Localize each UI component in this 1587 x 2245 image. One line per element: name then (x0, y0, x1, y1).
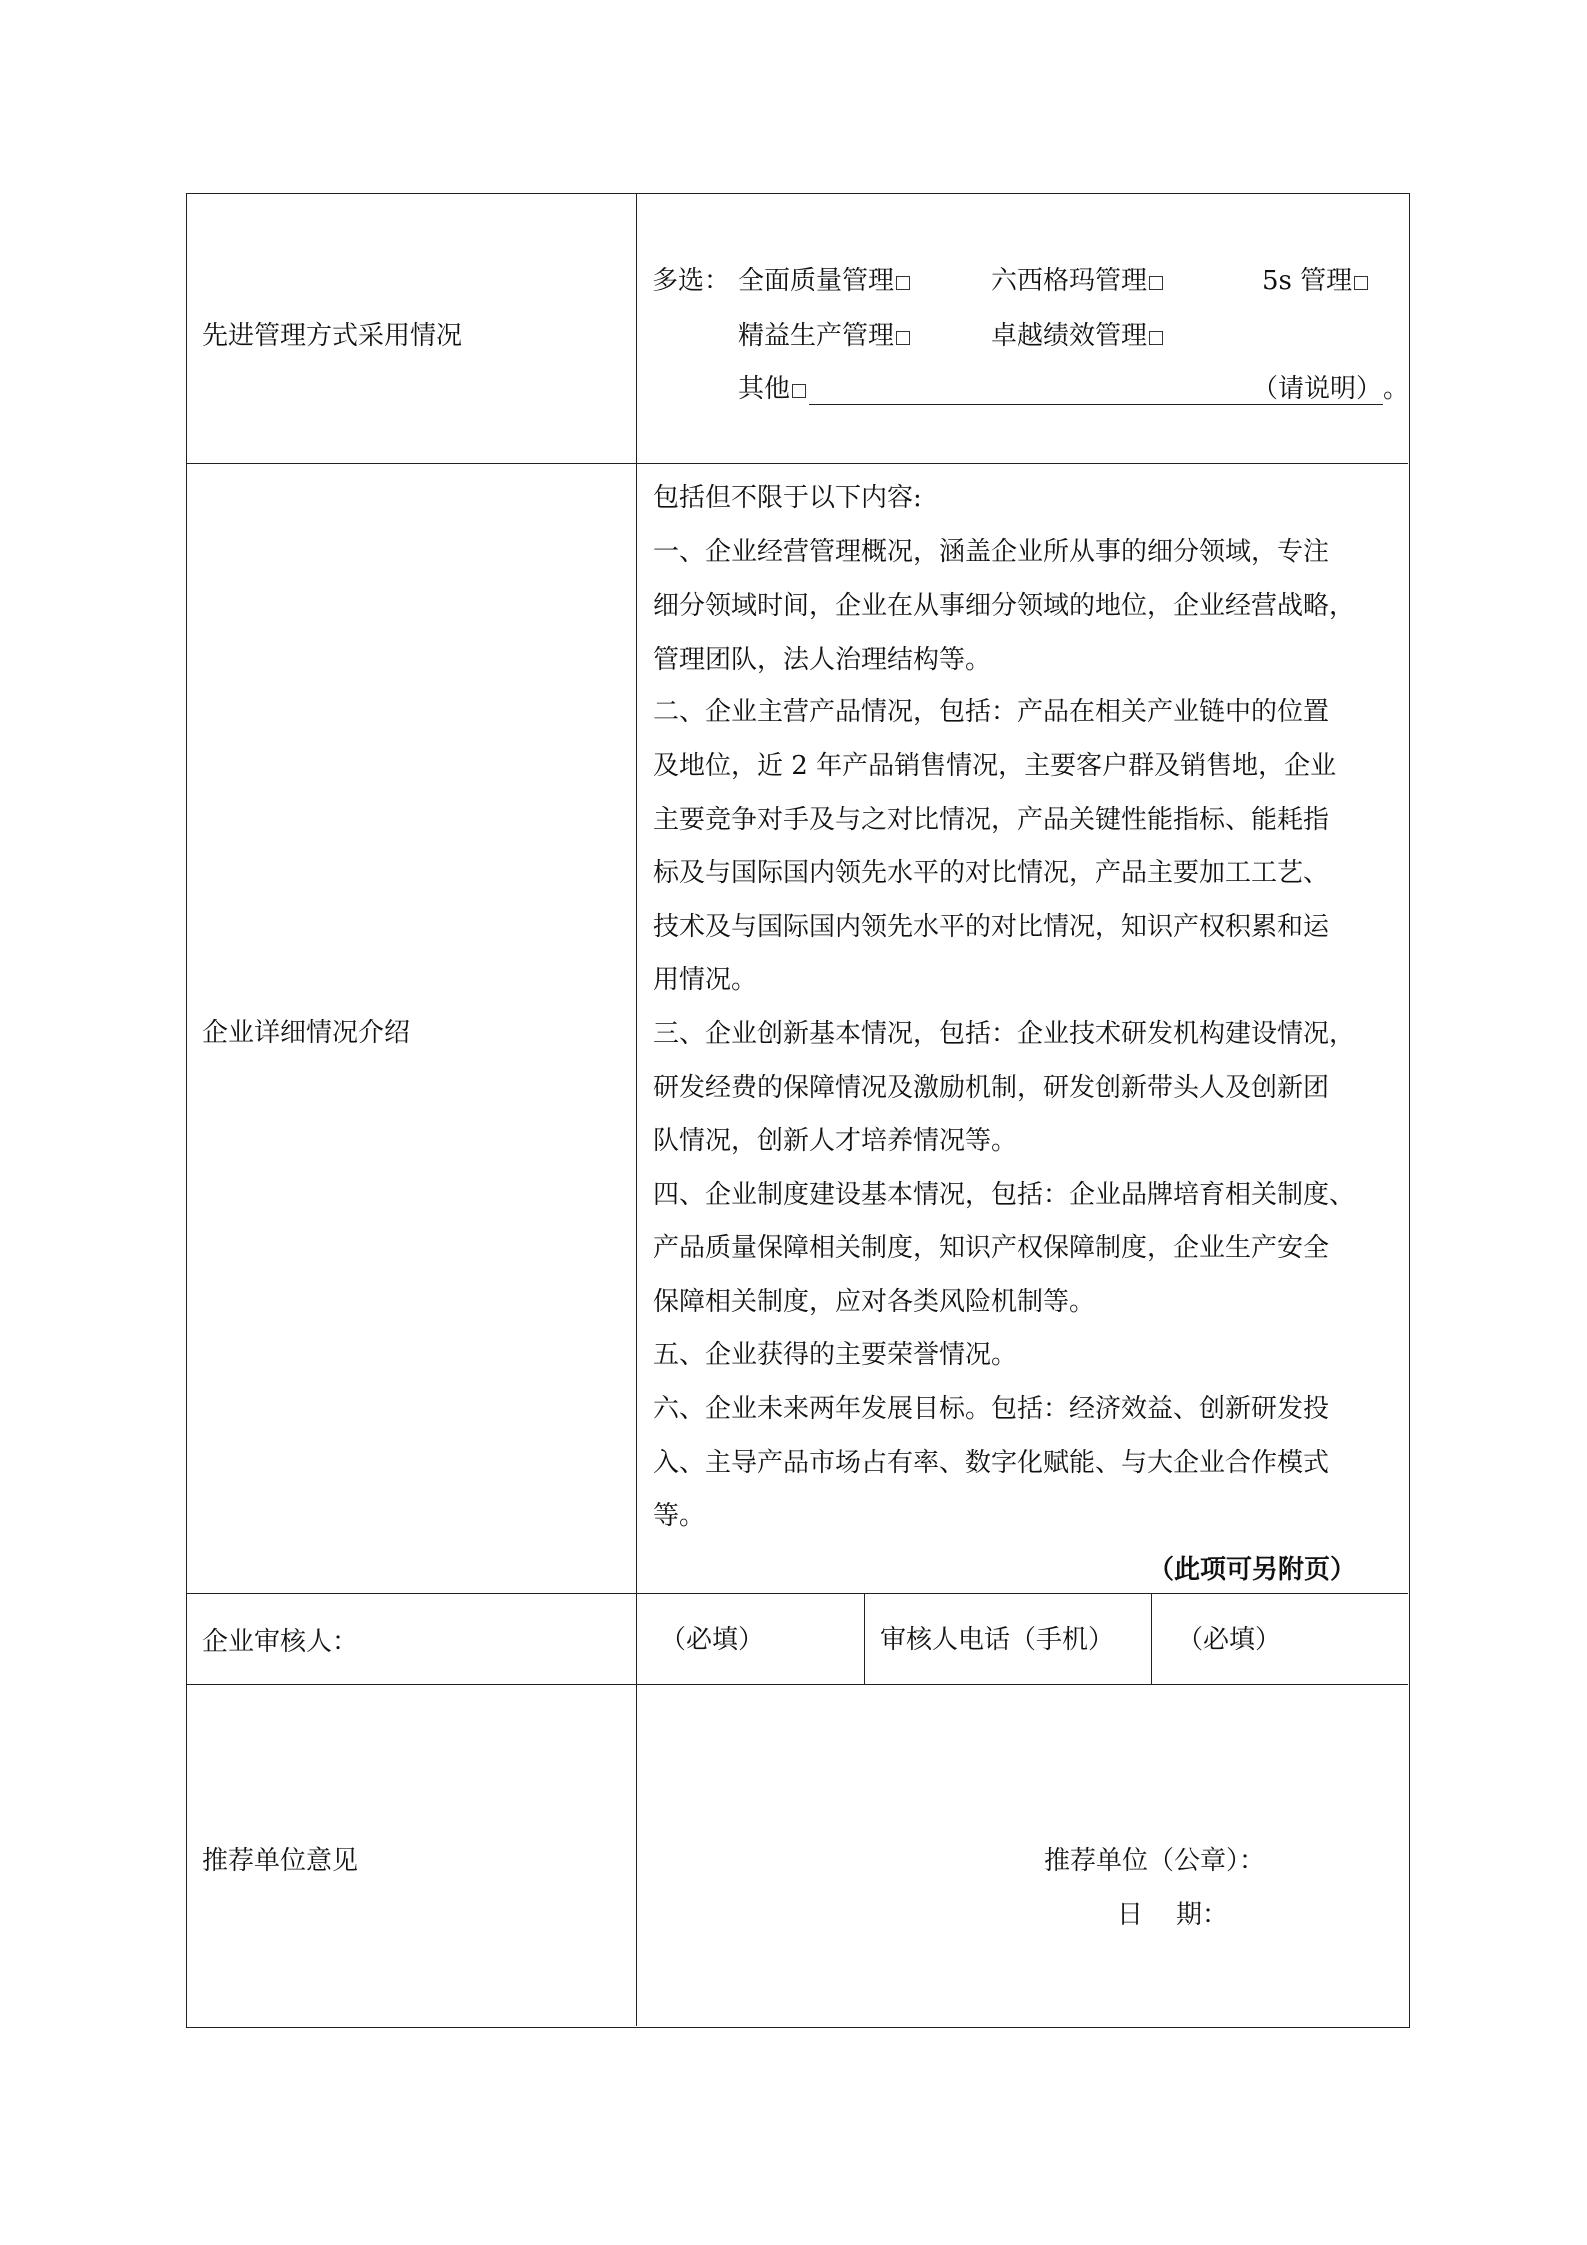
management-label: 先进管理方式采用情况 (202, 321, 463, 351)
checkbox[interactable] (896, 331, 910, 345)
date-label (1117, 1902, 1228, 1928)
option-total-quality[interactable] (738, 268, 910, 294)
details-line: 研发经费的保障情况及激励机制，研发创新带头人及创新团 (653, 1073, 1330, 1103)
details-line: 细分领域时间，企业在从事细分领域的地位，企业经营战略， (653, 591, 1356, 621)
other-note: （请说明） (1252, 374, 1383, 404)
date-label-text: 日 期： (1117, 1900, 1229, 1930)
option-label: 卓越绩效管理 (991, 321, 1148, 351)
column-divider (1151, 1593, 1152, 1684)
details-line: 二、企业主营产品情况，包括：产品在相关产业链中的位置 (653, 697, 1330, 727)
option-5s[interactable] (1262, 268, 1368, 294)
option-excellence-performance[interactable] (991, 323, 1163, 349)
seal-label: 推荐单位（公章）： (1044, 1846, 1266, 1876)
details-line: 队情况，创新人才培养情况等。 (653, 1126, 1018, 1156)
attach-note: （此项可另附页） (1148, 1555, 1357, 1585)
checkbox[interactable] (1354, 276, 1368, 290)
option-lean-production[interactable] (738, 323, 910, 349)
details-line: 三、企业创新基本情况，包括：企业技术研发机构建设情况， (653, 1019, 1356, 1049)
reviewer-phone-label: 审核人电话（手机） (880, 1625, 1115, 1655)
checkbox[interactable] (792, 384, 806, 398)
option-label: 其他 (738, 374, 791, 404)
application-form-table (186, 193, 1410, 2028)
details-line: 一、企业经营管理概况，涵盖企业所从事的细分领域，专注 (653, 537, 1330, 567)
checkbox[interactable] (1149, 276, 1163, 290)
details-line: 及地位，近 2 年产品销售情况，主要客户群及销售地，企业 (653, 751, 1337, 781)
row-divider (187, 1593, 1408, 1594)
details-line: 四、企业制度建设基本情况，包括：企业品牌培育相关制度、 (653, 1180, 1356, 1210)
checkbox[interactable] (896, 276, 910, 290)
option-other[interactable] (738, 376, 806, 402)
checkbox[interactable] (1149, 331, 1163, 345)
option-label: 全面质量管理 (738, 266, 895, 296)
details-line: 六、企业未来两年发展目标。包括：经济效益、创新研发投 (653, 1394, 1330, 1424)
details-line: 包括但不限于以下内容: (653, 483, 922, 513)
reviewer-label: 企业审核人： (202, 1627, 359, 1657)
option-label: 5s 管理 (1262, 266, 1353, 296)
details-line: 主要竞争对手及与之对比情况，产品关键性能指标、能耗指 (653, 805, 1330, 835)
reviewer-phone-field[interactable]: （必填） (1177, 1625, 1282, 1655)
option-label: 六西格玛管理 (991, 266, 1148, 296)
row-divider (187, 1684, 1408, 1685)
column-divider (864, 1593, 865, 1684)
recommend-label: 推荐单位意见 (202, 1846, 359, 1876)
details-line: 管理团队，法人治理结构等。 (653, 645, 992, 675)
other-description-blank[interactable] (809, 404, 1383, 405)
end-mark: 。 (1383, 374, 1410, 404)
column-divider (636, 194, 637, 2026)
details-line: 等。 (653, 1501, 706, 1531)
reviewer-name-field[interactable]: （必填） (660, 1625, 765, 1655)
details-line: 产品质量保障相关制度，知识产权保障制度，企业生产安全 (653, 1233, 1330, 1263)
multi-select-prefix: 多选： (652, 266, 731, 296)
option-six-sigma[interactable] (991, 268, 1163, 294)
option-label: 精益生产管理 (738, 321, 895, 351)
details-line: 用情况。 (653, 965, 758, 995)
details-label: 企业详细情况介绍 (202, 1018, 411, 1048)
row-divider (187, 463, 1408, 464)
details-line: 保障相关制度，应对各类风险机制等。 (653, 1287, 1096, 1317)
details-line: 入、主导产品市场占有率、数字化赋能、与大企业合作模式 (653, 1448, 1330, 1478)
details-line: 五、企业获得的主要荣誉情况。 (653, 1340, 1018, 1370)
details-line: 标及与国际国内领先水平的对比情况，产品主要加工工艺、 (653, 858, 1330, 888)
details-line: 技术及与国际国内领先水平的对比情况，知识产权积累和运 (653, 912, 1330, 942)
